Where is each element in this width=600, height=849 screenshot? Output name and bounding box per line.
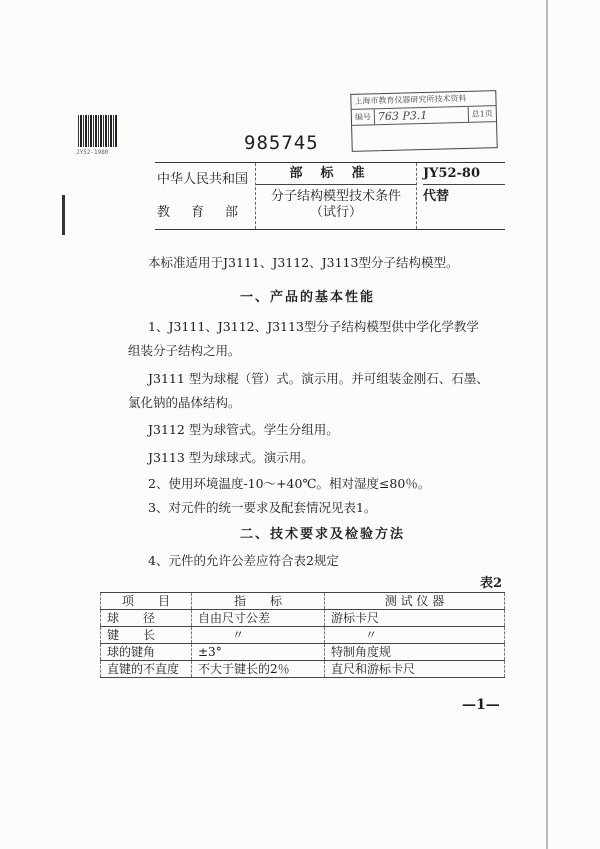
table-label: 表2 (480, 576, 503, 591)
table-row (101, 627, 505, 644)
table-row (101, 661, 505, 678)
barcode-label: JY52-1980 (76, 149, 109, 156)
table-header: 测 试 仪 器 (325, 593, 505, 610)
stamp-title: 上海市教育仪器研究所技术资料 (351, 91, 495, 110)
document-number: 985745 (244, 132, 319, 154)
barcode (78, 115, 118, 147)
section-heading-2: 二、技术要求及检验方法 (240, 527, 406, 542)
issuer-ministry: 教 育 部 (157, 204, 243, 220)
table-cell: 直键的不直度 (101, 661, 192, 678)
table-cell: 键 长 (101, 627, 192, 644)
paragraph: 组装分子结构之用。 (128, 343, 241, 358)
standard-note: （试行） (309, 205, 362, 220)
stamp-field-label: 编号 (352, 109, 375, 125)
library-stamp (350, 90, 497, 152)
table-row (101, 644, 505, 661)
standard-title: 分子结构模型技术条件 (270, 189, 401, 204)
table-row (101, 610, 505, 627)
table-cell: 球的键角 (101, 644, 192, 661)
standard-code: JY52-80 (423, 163, 505, 185)
table-header: 指 标 (192, 593, 325, 610)
table-cell: ±3° (192, 644, 325, 661)
issuer-country: 中华人民共和国 (157, 171, 249, 187)
scan-edge (546, 0, 548, 849)
binding-mark (62, 195, 65, 235)
paragraph: 氯化钠的晶体结构。 (128, 395, 241, 410)
paragraph: 4、元件的允许公差应符合表2规定 (148, 553, 339, 568)
stamp-right: 总1页 (471, 109, 493, 119)
paragraph: J3113 型为球球式。演示用。 (148, 450, 314, 465)
paragraph: 1、J3111、J3112、J3113型分子结构模型供中学化学教学 (148, 319, 479, 334)
paragraph: J3112 型为球管式。学生分组用。 (148, 422, 339, 437)
table-cell: 〃 (325, 627, 505, 644)
table-cell: 自由尺寸公差 (192, 610, 325, 627)
tolerance-table (100, 592, 505, 678)
replaces-label: 代替 (423, 189, 450, 204)
table-cell: 特制角度规 (325, 644, 505, 661)
table-cell: 球 径 (101, 610, 192, 627)
section-heading-1: 一、产品的基本性能 (240, 290, 376, 305)
stamp-handwritten: 763 P3.1 (375, 107, 469, 124)
table-cell: 直尺和游标卡尺 (325, 661, 505, 678)
table-cell: 不大于键长的2％ (192, 661, 325, 678)
table-header-row (101, 593, 505, 610)
standard-header (155, 162, 505, 230)
paragraph: J3111 型为球棍（管）式。演示用。并可组装金刚石、石墨、 (148, 371, 489, 386)
paragraph: 2、使用环境温度-10～+40℃。相对湿度≤80％。 (148, 476, 431, 491)
standard-type: 部标准 (256, 163, 416, 185)
table-cell: 游标卡尺 (325, 610, 505, 627)
paragraph: 3、对元件的统一要求及配套情况见表1。 (148, 500, 377, 515)
intro-text: 本标准适用于J3111、J3112、J3113型分子结构模型。 (148, 255, 459, 270)
table-cell: 〃 (192, 627, 325, 644)
table-header: 项 目 (101, 593, 192, 610)
page-number: —1— (462, 697, 500, 713)
